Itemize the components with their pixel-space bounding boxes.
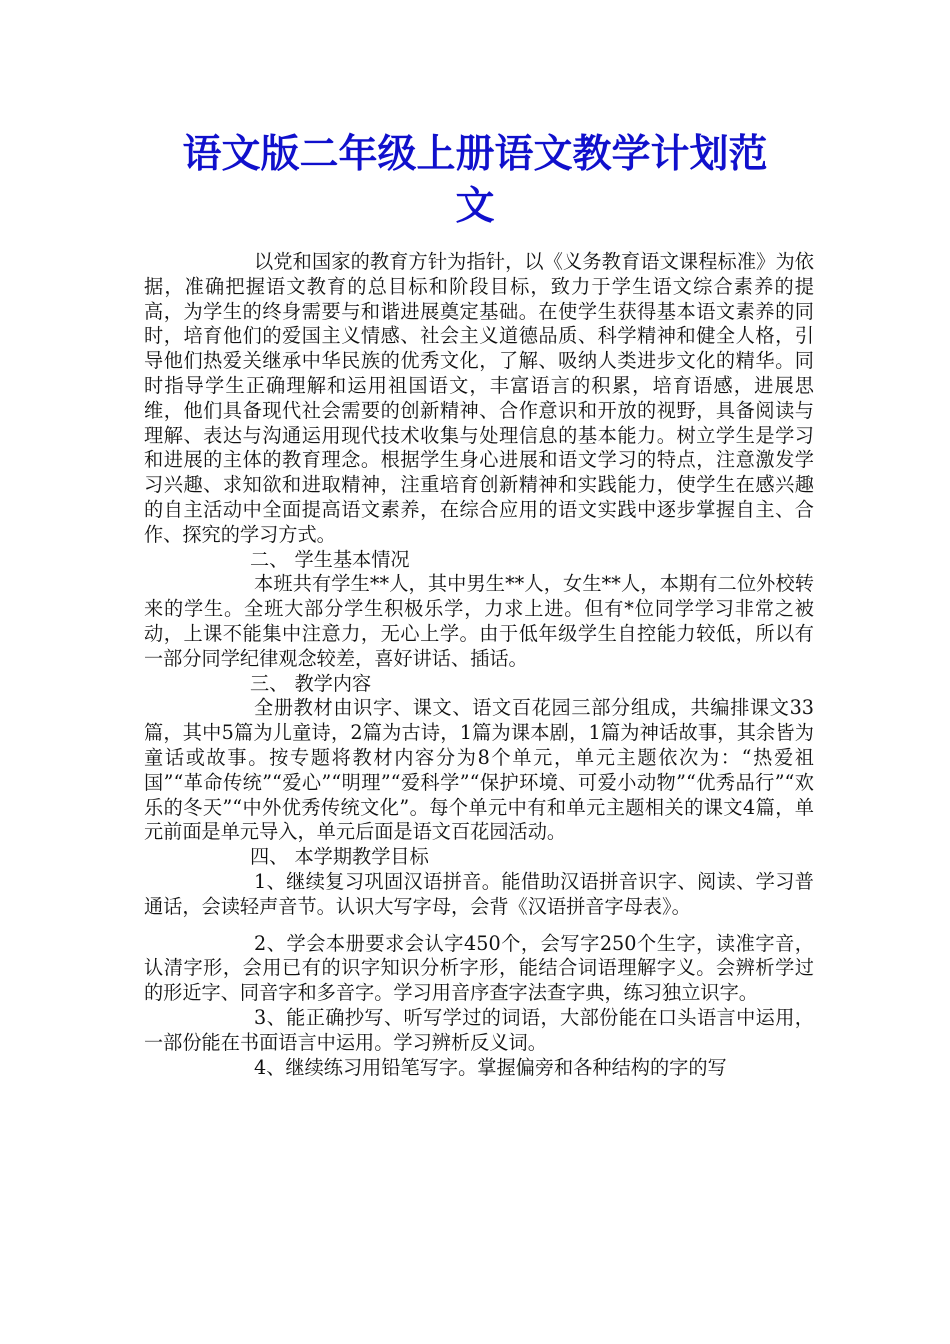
paragraph-goal-2: 2、学会本册要求会认字450个，会写字250个生字，读准字音，认清字形，会用已有的识字知识分析字形，能结合词语理解字义。会辨析学过的形近字、同音字和多音字。学习用音序查字法查字典，练习独立识字。 xyxy=(144,931,814,1005)
section-heading-4: 四、 本学期教学目标 xyxy=(250,845,429,869)
section-heading-2: 二、 学生基本情况 xyxy=(250,547,410,571)
paragraph-goal-3: 3、能正确抄写、听写学过的词语，大部份能在口头语言中运用，一部份能在书面语言中运用。学习辨析反义词。 xyxy=(144,1005,814,1054)
document-title xyxy=(140,128,810,232)
document-body xyxy=(144,250,814,1080)
section-heading-3: 三、 教学内容 xyxy=(250,671,372,695)
title-line-1: 语文版二年级上册语文教学计划范 xyxy=(182,131,768,177)
paragraph-content: 全册教材由识字、课文、语文百花园三部分组成，共编排课文33篇，其中5篇为儿童诗，2篇为古诗，1篇为课本剧，1篇为神话故事，其余皆为童话或故事。按专题将教材内容分为8个单元，单元主题依次为：“热爱祖国”“革命传统”“爱心”“明理”“爱科学”“保护环境、可爱小动物”“优秀品行”“欢乐的冬天”“中外优秀传统文化”。每个单元中有和单元主题相关的课文4篇，单元前面是单元导入，单元后面是语文百花园活动。 xyxy=(144,696,814,844)
title-line-2: 文 xyxy=(455,183,495,229)
paragraph-intro: 以党和国家的教育方针为指针，以《义务教育语文课程标准》为依据，准确把握语文教育的总目标和阶段目标，致力于学生语文综合素养的提高，为学生的终身需要与和谐进展奠定基础。在使学生获得基本语文素养的同时，培育他们的爱国主义情感、社会主义道德品质、科学精神和健全人格，引导他们热爱关继承中华民族的优秀文化，了解、吸纳人类进步文化的精华。同时指导学生正确理解和运用祖国语文，丰富语言的积累，培育语感，进展思维，他们具备现代社会需要的创新精神、合作意识和开放的视野，具备阅读与理解、表达与沟通运用现代技术收集与处理信息的基本能力。树立学生是学习和进展的主体的教育理念。根据学生身心进展和语文学习的特点，注意激发学习兴趣、求知欲和进取精神，注重培育创新精神和实践能力，使学生在感兴趣的自主活动中全面提高语文素养，在综合应用的语文实践中逐步掌握自主、合作、探究的学习方式。 xyxy=(144,250,814,546)
paragraph-students: 本班共有学生**人，其中男生**人，女生**人，本期有二位外校转来的学生。全班大部分学生积极乐学，力求上进。但有*位同学学习非常之被动，上课不能集中注意力，无心上学。由于低年级学生自控能力较低，所以有一部分同学纪律观念较差，喜好讲话、插话。 xyxy=(144,572,814,670)
paragraph-goal-4: 4、继续练习用铅笔写字。掌握偏旁和各种结构的字的写 xyxy=(254,1055,727,1079)
paragraph-goal-1: 1、继续复习巩固汉语拼音。能借助汉语拼音识字、阅读、学习普通话，会读轻声音节。认识大写字母，会背《汉语拼音字母表》。 xyxy=(144,869,814,918)
